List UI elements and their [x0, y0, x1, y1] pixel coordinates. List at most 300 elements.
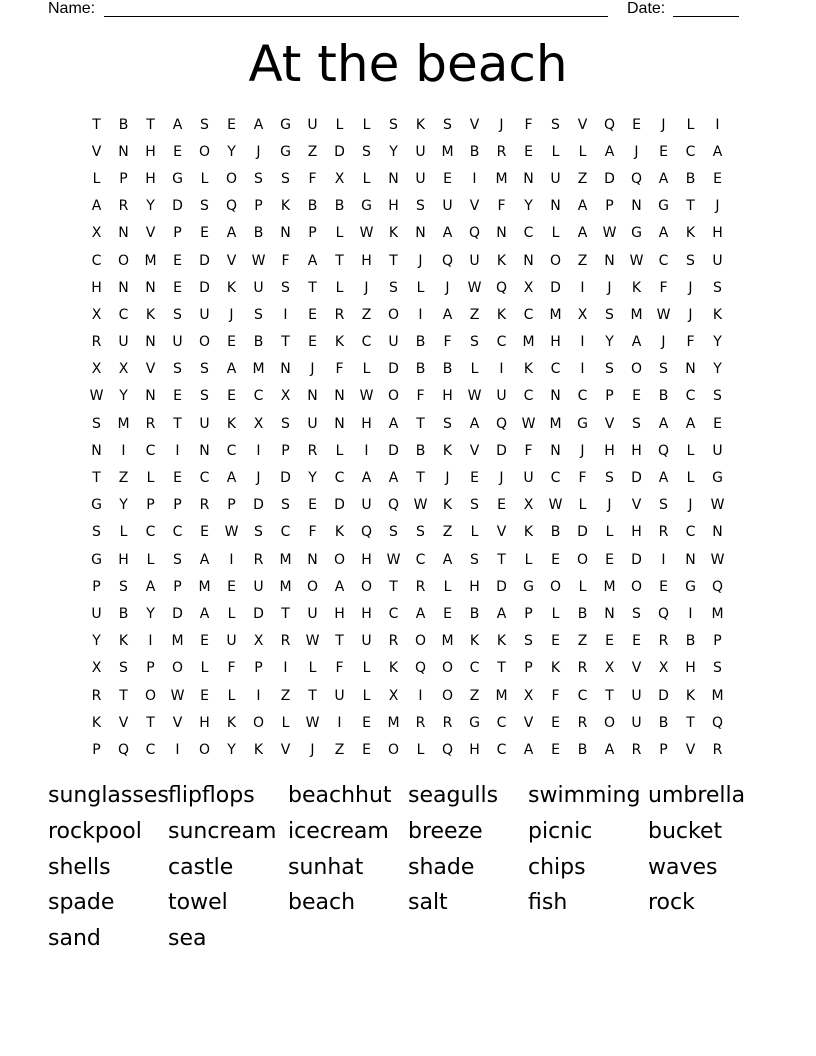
grid-letter[interactable]: A	[253, 116, 264, 133]
grid-letter[interactable]: M	[603, 578, 616, 595]
grid-letter[interactable]: A	[415, 605, 426, 622]
grid-letter[interactable]: L	[524, 551, 533, 568]
grid-letter[interactable]: T	[92, 470, 101, 487]
grid-letter[interactable]: I	[229, 551, 234, 568]
grid-letter[interactable]: H	[442, 388, 453, 405]
grid-letter[interactable]: X	[91, 660, 102, 677]
grid-letter[interactable]: J	[715, 198, 720, 215]
grid-letter[interactable]: K	[442, 497, 453, 514]
grid-letter[interactable]: U	[199, 415, 210, 432]
grid-letter[interactable]: X	[253, 415, 264, 432]
grid-letter[interactable]: H	[550, 334, 561, 351]
grid-letter[interactable]: R	[658, 524, 669, 541]
grid-letter[interactable]: O	[225, 170, 238, 187]
grid-letter[interactable]: A	[685, 415, 696, 432]
grid-letter[interactable]: N	[118, 225, 129, 242]
grid-letter[interactable]: E	[551, 714, 560, 731]
grid-letter[interactable]: Y	[713, 334, 722, 351]
grid-letter[interactable]: S	[281, 497, 290, 514]
date-blank-line[interactable]	[673, 0, 739, 17]
grid-letter[interactable]: S	[281, 279, 290, 296]
grid-letter[interactable]: J	[445, 279, 450, 296]
grid-letter[interactable]: N	[685, 551, 696, 568]
grid-letter[interactable]: F	[524, 442, 533, 459]
grid-letter[interactable]: A	[334, 578, 345, 595]
grid-letter[interactable]: R	[577, 660, 588, 677]
grid-letter[interactable]: I	[364, 442, 369, 459]
grid-letter[interactable]: M	[522, 334, 535, 351]
grid-letter[interactable]: X	[523, 687, 534, 704]
grid-letter[interactable]: S	[200, 388, 209, 405]
grid-letter[interactable]: E	[227, 388, 236, 405]
grid-letter[interactable]: T	[146, 714, 155, 731]
grid-letter[interactable]: W	[413, 497, 428, 514]
grid-letter[interactable]: D	[388, 361, 399, 378]
grid-letter[interactable]: C	[550, 361, 561, 378]
grid-letter[interactable]: F	[416, 388, 425, 405]
grid-letter[interactable]: M	[198, 578, 211, 595]
grid-letter[interactable]: E	[632, 388, 641, 405]
grid-letter[interactable]: V	[523, 714, 534, 731]
grid-letter[interactable]: L	[416, 279, 425, 296]
grid-letter[interactable]: L	[362, 170, 371, 187]
grid-letter[interactable]: S	[389, 116, 398, 133]
grid-letter[interactable]: C	[550, 470, 561, 487]
grid-letter[interactable]: J	[688, 306, 693, 323]
grid-letter[interactable]: M	[279, 551, 292, 568]
grid-letter[interactable]: E	[200, 687, 209, 704]
grid-letter[interactable]: W	[521, 415, 536, 432]
grid-letter[interactable]: Z	[334, 741, 345, 758]
grid-letter[interactable]: I	[121, 442, 126, 459]
grid-letter[interactable]: G	[91, 497, 102, 514]
grid-letter[interactable]: E	[227, 334, 236, 351]
grid-letter[interactable]: J	[256, 143, 261, 160]
grid-letter[interactable]: H	[712, 225, 723, 242]
grid-letter[interactable]: R	[253, 551, 264, 568]
grid-letter[interactable]: E	[308, 497, 317, 514]
grid-letter[interactable]: Q	[630, 170, 643, 187]
grid-letter[interactable]: T	[416, 470, 425, 487]
grid-letter[interactable]: A	[631, 334, 642, 351]
grid-letter[interactable]: A	[361, 470, 372, 487]
grid-letter[interactable]: C	[280, 524, 291, 541]
grid-letter[interactable]: H	[469, 741, 480, 758]
grid-letter[interactable]: T	[416, 415, 425, 432]
grid-letter[interactable]: A	[226, 361, 237, 378]
grid-letter[interactable]: L	[362, 116, 371, 133]
grid-letter[interactable]: S	[605, 306, 614, 323]
grid-letter[interactable]: C	[577, 388, 588, 405]
grid-letter[interactable]: S	[713, 279, 722, 296]
grid-letter[interactable]: L	[416, 741, 425, 758]
grid-letter[interactable]: I	[418, 306, 423, 323]
grid-letter[interactable]: G	[523, 578, 534, 595]
grid-letter[interactable]: S	[92, 524, 101, 541]
grid-letter[interactable]: P	[524, 660, 533, 677]
grid-letter[interactable]: K	[145, 306, 156, 323]
grid-letter[interactable]: Y	[308, 470, 317, 487]
grid-letter[interactable]: D	[199, 252, 210, 269]
grid-letter[interactable]: F	[308, 170, 317, 187]
grid-letter[interactable]: C	[496, 714, 507, 731]
grid-letter[interactable]: L	[335, 225, 344, 242]
grid-letter[interactable]: Q	[495, 415, 508, 432]
grid-letter[interactable]: T	[605, 687, 614, 704]
grid-letter[interactable]: K	[91, 714, 102, 731]
grid-letter[interactable]: L	[551, 143, 560, 160]
grid-letter[interactable]: T	[389, 578, 398, 595]
grid-letter[interactable]: N	[388, 170, 399, 187]
grid-letter[interactable]: T	[335, 633, 344, 650]
grid-letter[interactable]: N	[334, 415, 345, 432]
grid-letter[interactable]: U	[712, 252, 723, 269]
grid-letter[interactable]: L	[551, 225, 560, 242]
grid-letter[interactable]: E	[173, 143, 182, 160]
grid-letter[interactable]: V	[577, 116, 588, 133]
grid-letter[interactable]: A	[658, 415, 669, 432]
grid-letter[interactable]: Z	[280, 687, 291, 704]
grid-letter[interactable]: U	[361, 497, 372, 514]
grid-letter[interactable]: S	[254, 306, 263, 323]
grid-letter[interactable]: C	[145, 524, 156, 541]
grid-letter[interactable]: O	[603, 714, 616, 731]
grid-letter[interactable]: V	[496, 524, 507, 541]
grid-letter[interactable]: U	[172, 334, 183, 351]
grid-letter[interactable]: E	[173, 388, 182, 405]
grid-letter[interactable]: A	[226, 470, 237, 487]
grid-letter[interactable]: X	[577, 306, 588, 323]
grid-letter[interactable]: B	[685, 633, 696, 650]
grid-letter[interactable]: X	[388, 687, 399, 704]
grid-letter[interactable]: H	[388, 198, 399, 215]
grid-letter[interactable]: A	[199, 551, 210, 568]
grid-letter[interactable]: D	[577, 524, 588, 541]
grid-letter[interactable]: J	[256, 470, 261, 487]
grid-letter[interactable]: R	[442, 714, 453, 731]
grid-letter[interactable]: Y	[92, 633, 101, 650]
grid-letter[interactable]: P	[281, 442, 290, 459]
grid-letter[interactable]: U	[199, 306, 210, 323]
grid-letter[interactable]: J	[661, 116, 666, 133]
grid-letter[interactable]: G	[577, 415, 588, 432]
grid-letter[interactable]: X	[523, 497, 534, 514]
grid-letter[interactable]: E	[632, 633, 641, 650]
grid-letter[interactable]: U	[307, 116, 318, 133]
grid-letter[interactable]: B	[253, 225, 264, 242]
grid-letter[interactable]: S	[416, 524, 425, 541]
grid-letter[interactable]: A	[145, 578, 156, 595]
grid-letter[interactable]: O	[198, 741, 211, 758]
grid-letter[interactable]: J	[688, 497, 693, 514]
grid-letter[interactable]: K	[442, 442, 453, 459]
grid-letter[interactable]: C	[469, 660, 480, 677]
grid-letter[interactable]: P	[659, 741, 668, 758]
grid-letter[interactable]: U	[631, 687, 642, 704]
grid-letter[interactable]: B	[577, 605, 588, 622]
grid-letter[interactable]: R	[388, 633, 399, 650]
grid-letter[interactable]: D	[388, 442, 399, 459]
grid-letter[interactable]: A	[199, 605, 210, 622]
grid-letter[interactable]: Q	[657, 442, 670, 459]
grid-letter[interactable]: E	[470, 470, 479, 487]
grid-letter[interactable]: F	[335, 361, 344, 378]
grid-letter[interactable]: O	[306, 578, 319, 595]
grid-letter[interactable]: S	[632, 605, 641, 622]
grid-letter[interactable]: I	[715, 116, 720, 133]
grid-letter[interactable]: A	[469, 415, 480, 432]
grid-letter[interactable]: N	[91, 442, 102, 459]
grid-letter[interactable]: E	[227, 116, 236, 133]
grid-letter[interactable]: S	[470, 334, 479, 351]
grid-letter[interactable]: U	[550, 170, 561, 187]
grid-letter[interactable]: D	[334, 497, 345, 514]
grid-letter[interactable]: B	[577, 741, 588, 758]
grid-letter[interactable]: L	[686, 442, 695, 459]
grid-letter[interactable]: F	[227, 660, 236, 677]
grid-letter[interactable]: S	[605, 361, 614, 378]
grid-letter[interactable]: O	[333, 551, 346, 568]
grid-letter[interactable]: O	[387, 741, 400, 758]
grid-letter[interactable]: N	[145, 388, 156, 405]
grid-letter[interactable]: P	[119, 170, 128, 187]
grid-letter[interactable]: S	[686, 252, 695, 269]
grid-letter[interactable]: O	[117, 252, 130, 269]
grid-letter[interactable]: Z	[307, 143, 318, 160]
grid-letter[interactable]: W	[170, 687, 185, 704]
grid-letter[interactable]: N	[118, 143, 129, 160]
grid-letter[interactable]: R	[280, 633, 291, 650]
grid-letter[interactable]: R	[631, 741, 642, 758]
grid-letter[interactable]: S	[470, 497, 479, 514]
grid-letter[interactable]: T	[686, 198, 695, 215]
grid-letter[interactable]: Z	[577, 170, 588, 187]
grid-letter[interactable]: W	[602, 225, 617, 242]
grid-letter[interactable]: Z	[577, 633, 588, 650]
grid-letter[interactable]: O	[576, 551, 589, 568]
grid-letter[interactable]: L	[578, 578, 587, 595]
grid-letter[interactable]: N	[307, 388, 318, 405]
grid-letter[interactable]: S	[173, 306, 182, 323]
grid-letter[interactable]: O	[360, 578, 373, 595]
grid-letter[interactable]: V	[631, 497, 642, 514]
grid-letter[interactable]: A	[496, 605, 507, 622]
grid-letter[interactable]: Q	[441, 252, 454, 269]
grid-letter[interactable]: T	[146, 116, 155, 133]
grid-letter[interactable]: E	[443, 170, 452, 187]
grid-letter[interactable]: S	[281, 415, 290, 432]
grid-letter[interactable]: F	[524, 116, 533, 133]
grid-letter[interactable]: L	[92, 170, 101, 187]
grid-letter[interactable]: C	[496, 741, 507, 758]
grid-letter[interactable]: Y	[713, 361, 722, 378]
grid-letter[interactable]: M	[144, 252, 157, 269]
grid-letter[interactable]: O	[198, 143, 211, 160]
grid-letter[interactable]: Z	[361, 306, 372, 323]
grid-letter[interactable]: H	[631, 442, 642, 459]
grid-letter[interactable]: O	[144, 687, 157, 704]
grid-letter[interactable]: Y	[119, 388, 128, 405]
grid-letter[interactable]: Q	[711, 578, 724, 595]
grid-letter[interactable]: E	[659, 143, 668, 160]
grid-letter[interactable]: S	[200, 116, 209, 133]
grid-letter[interactable]: J	[580, 442, 585, 459]
grid-letter[interactable]: A	[91, 198, 102, 215]
grid-letter[interactable]: M	[711, 687, 724, 704]
grid-letter[interactable]: S	[200, 361, 209, 378]
grid-letter[interactable]: O	[630, 361, 643, 378]
grid-letter[interactable]: I	[418, 687, 423, 704]
grid-letter[interactable]: U	[388, 334, 399, 351]
grid-letter[interactable]: X	[334, 170, 345, 187]
grid-letter[interactable]: F	[578, 470, 587, 487]
grid-letter[interactable]: V	[118, 714, 129, 731]
grid-letter[interactable]: S	[416, 198, 425, 215]
grid-letter[interactable]: K	[118, 633, 129, 650]
grid-letter[interactable]: K	[226, 279, 237, 296]
grid-letter[interactable]: M	[441, 633, 454, 650]
grid-letter[interactable]: T	[308, 279, 317, 296]
grid-letter[interactable]: I	[175, 442, 180, 459]
grid-letter[interactable]: U	[469, 252, 480, 269]
grid-letter[interactable]: U	[334, 687, 345, 704]
grid-letter[interactable]: R	[712, 741, 723, 758]
grid-letter[interactable]: A	[604, 741, 615, 758]
grid-letter[interactable]: N	[604, 252, 615, 269]
grid-letter[interactable]: A	[658, 170, 669, 187]
grid-letter[interactable]: I	[580, 279, 585, 296]
grid-letter[interactable]: E	[659, 578, 668, 595]
grid-letter[interactable]: H	[145, 170, 156, 187]
grid-letter[interactable]: J	[418, 252, 423, 269]
grid-letter[interactable]: Q	[711, 714, 724, 731]
grid-letter[interactable]: L	[470, 524, 479, 541]
grid-letter[interactable]: L	[551, 605, 560, 622]
grid-letter[interactable]: V	[145, 361, 156, 378]
grid-letter[interactable]: D	[172, 605, 183, 622]
grid-letter[interactable]: L	[686, 116, 695, 133]
grid-letter[interactable]: M	[630, 306, 643, 323]
grid-letter[interactable]: A	[577, 198, 588, 215]
grid-letter[interactable]: J	[634, 143, 639, 160]
grid-letter[interactable]: F	[497, 198, 506, 215]
grid-letter[interactable]: J	[364, 279, 369, 296]
grid-letter[interactable]: A	[442, 551, 453, 568]
grid-letter[interactable]: E	[308, 334, 317, 351]
grid-letter[interactable]: E	[551, 741, 560, 758]
grid-letter[interactable]: N	[712, 524, 723, 541]
grid-letter[interactable]: D	[199, 279, 210, 296]
grid-letter[interactable]: U	[361, 633, 372, 650]
grid-letter[interactable]: E	[443, 605, 452, 622]
grid-letter[interactable]: C	[361, 334, 372, 351]
grid-letter[interactable]: L	[146, 470, 155, 487]
grid-letter[interactable]: W	[710, 551, 725, 568]
grid-letter[interactable]: W	[467, 388, 482, 405]
grid-letter[interactable]: A	[307, 252, 318, 269]
grid-letter[interactable]: L	[578, 497, 587, 514]
grid-letter[interactable]: H	[685, 660, 696, 677]
grid-letter[interactable]: C	[415, 551, 426, 568]
grid-letter[interactable]: A	[523, 741, 534, 758]
grid-letter[interactable]: R	[577, 714, 588, 731]
grid-letter[interactable]: S	[551, 116, 560, 133]
grid-letter[interactable]: F	[308, 524, 317, 541]
grid-letter[interactable]: X	[91, 361, 102, 378]
grid-letter[interactable]: Z	[577, 252, 588, 269]
grid-letter[interactable]: E	[524, 143, 533, 160]
grid-letter[interactable]: P	[524, 605, 533, 622]
grid-letter[interactable]: Q	[387, 497, 400, 514]
grid-letter[interactable]: P	[308, 225, 317, 242]
grid-letter[interactable]: L	[281, 714, 290, 731]
grid-letter[interactable]: C	[496, 334, 507, 351]
grid-letter[interactable]: S	[200, 198, 209, 215]
grid-letter[interactable]: B	[415, 334, 426, 351]
grid-letter[interactable]: K	[280, 198, 291, 215]
grid-letter[interactable]: I	[499, 361, 504, 378]
grid-letter[interactable]: L	[362, 361, 371, 378]
grid-letter[interactable]: K	[226, 415, 237, 432]
grid-letter[interactable]: N	[523, 252, 534, 269]
grid-letter[interactable]: N	[199, 442, 210, 459]
grid-letter[interactable]: R	[199, 497, 210, 514]
grid-letter[interactable]: U	[226, 633, 237, 650]
grid-letter[interactable]: S	[173, 361, 182, 378]
grid-letter[interactable]: U	[442, 198, 453, 215]
grid-letter[interactable]: Y	[227, 741, 236, 758]
grid-letter[interactable]: N	[604, 605, 615, 622]
grid-letter[interactable]: T	[308, 687, 317, 704]
grid-letter[interactable]: N	[550, 388, 561, 405]
grid-letter[interactable]: U	[91, 605, 102, 622]
grid-letter[interactable]: A	[442, 306, 453, 323]
grid-letter[interactable]: E	[173, 470, 182, 487]
grid-letter[interactable]: K	[685, 225, 696, 242]
grid-letter[interactable]: X	[604, 660, 615, 677]
grid-letter[interactable]: R	[91, 334, 102, 351]
grid-letter[interactable]: A	[226, 225, 237, 242]
grid-letter[interactable]: O	[441, 687, 454, 704]
grid-letter[interactable]: C	[118, 306, 129, 323]
grid-letter[interactable]: A	[712, 143, 723, 160]
grid-letter[interactable]: W	[386, 551, 401, 568]
grid-letter[interactable]: T	[497, 551, 506, 568]
grid-letter[interactable]: P	[173, 578, 182, 595]
grid-letter[interactable]: B	[118, 605, 129, 622]
grid-letter[interactable]: G	[631, 225, 642, 242]
grid-letter[interactable]: X	[523, 279, 534, 296]
grid-letter[interactable]: P	[173, 497, 182, 514]
grid-letter[interactable]: L	[605, 524, 614, 541]
grid-letter[interactable]: S	[443, 116, 452, 133]
grid-letter[interactable]: H	[604, 442, 615, 459]
grid-letter[interactable]: E	[605, 551, 614, 568]
grid-letter[interactable]: E	[497, 497, 506, 514]
grid-letter[interactable]: U	[415, 170, 426, 187]
grid-letter[interactable]: K	[631, 279, 642, 296]
grid-letter[interactable]: C	[685, 524, 696, 541]
grid-letter[interactable]: D	[658, 687, 669, 704]
grid-letter[interactable]: P	[713, 633, 722, 650]
grid-letter[interactable]: N	[280, 361, 291, 378]
grid-letter[interactable]: C	[253, 388, 264, 405]
grid-letter[interactable]: N	[334, 388, 345, 405]
grid-letter[interactable]: D	[280, 470, 291, 487]
grid-letter[interactable]: G	[658, 198, 669, 215]
grid-letter[interactable]: I	[661, 551, 666, 568]
grid-letter[interactable]: L	[335, 279, 344, 296]
